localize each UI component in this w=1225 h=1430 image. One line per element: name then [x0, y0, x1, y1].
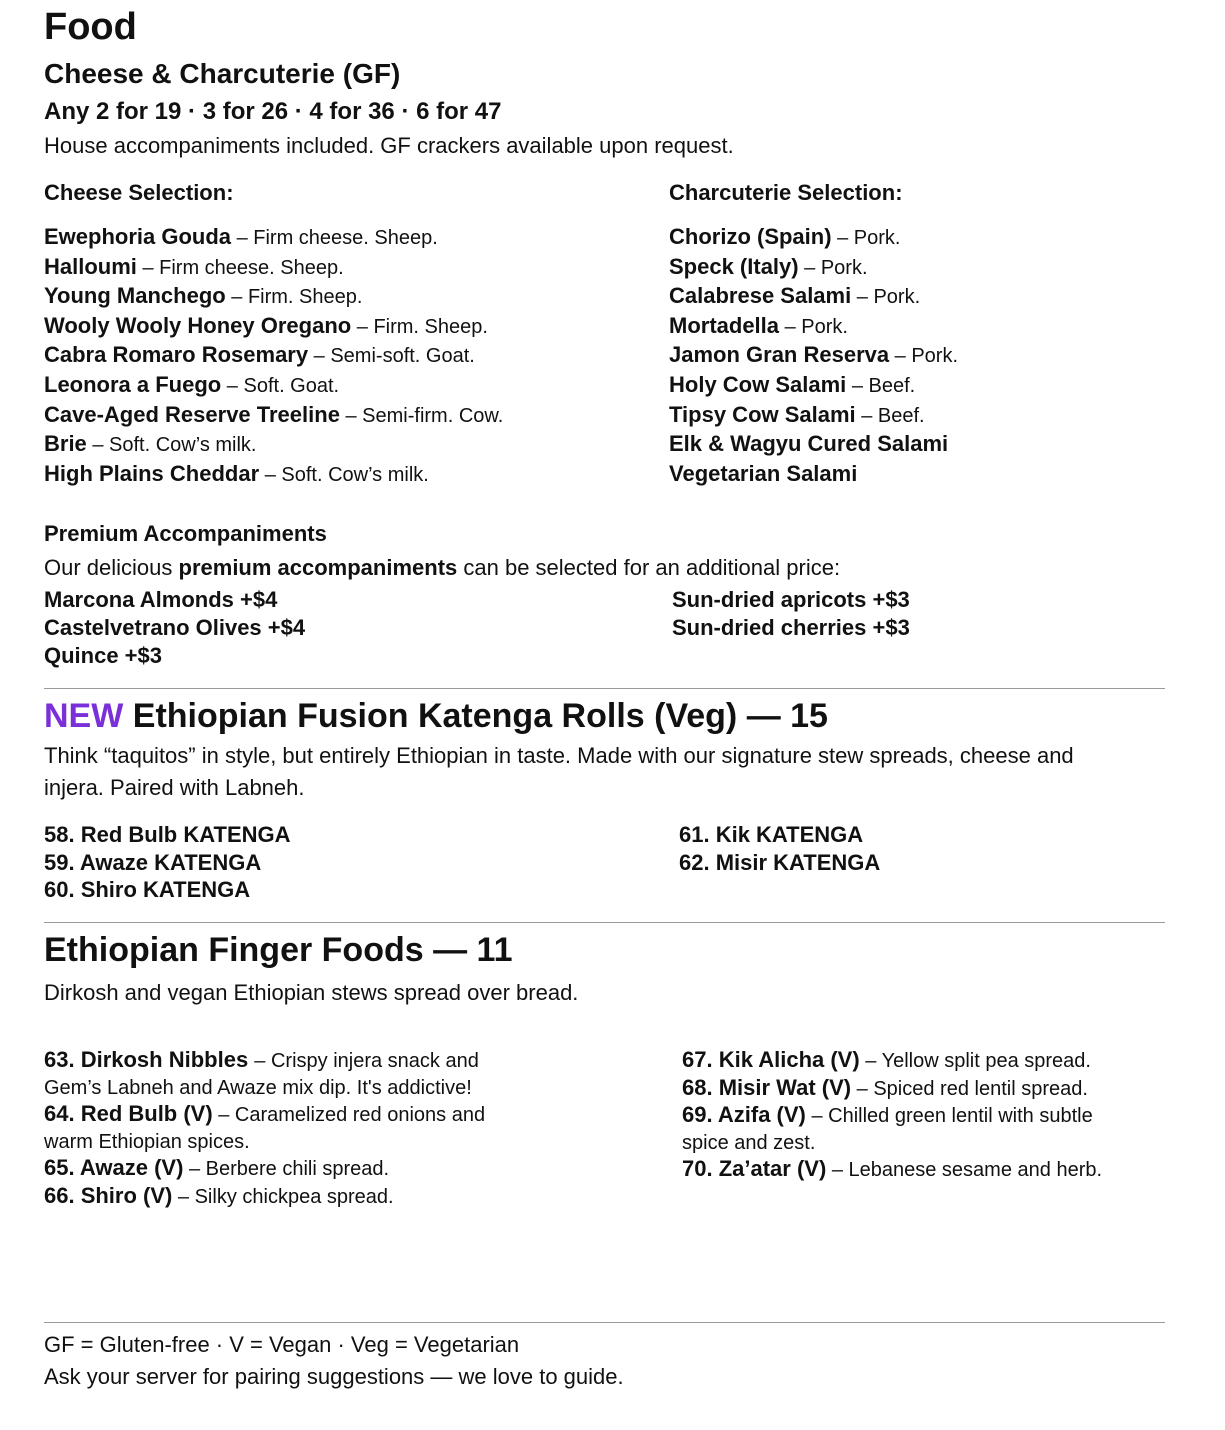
premium-heading: Premium Accompaniments — [44, 521, 327, 546]
list-item: 64. Red Bulb (V) – Caramelized red onions and — [44, 1101, 486, 1126]
list-item: Halloumi – Firm cheese. Sheep. — [44, 253, 344, 279]
list-item: 62. Misir KATENGA — [679, 849, 881, 875]
finger-foods-right — [682, 1047, 1102, 1184]
list-item: Quince +$3 — [44, 643, 163, 668]
divider — [44, 688, 1165, 689]
list-item: Holy Cow Salami – Beef. — [669, 371, 916, 397]
list-item: Elk & Wagyu Cured Salami — [669, 431, 949, 457]
divider — [44, 1322, 1165, 1323]
premium-list-right — [672, 586, 910, 642]
finger-foods-title: Ethiopian Finger Foods — 11 — [44, 931, 513, 969]
list-item-continued: warm Ethiopian spices. — [44, 1130, 250, 1153]
divider — [44, 922, 1165, 923]
finger-foods-desc: Dirkosh and vegan Ethiopian stews spread over bread. — [44, 980, 579, 1005]
list-item: Young Manchego – Firm. Sheep. — [44, 283, 363, 309]
katenga-desc-line2: injera. Paired with Labneh. — [44, 775, 305, 800]
katenga-list-right — [679, 821, 880, 876]
list-item: Cabra Romaro Rosemary – Semi-soft. Goat. — [44, 342, 475, 368]
list-item: Mortadella – Pork. — [669, 312, 848, 338]
charcuterie-heading: Cheese & Charcuterie (GF) — [44, 58, 401, 89]
new-badge: NEW — [44, 697, 124, 735]
list-item: 68. Misir Wat (V) – Spiced red lentil spread. — [682, 1074, 1088, 1100]
list-item-continued: spice and zest. — [682, 1131, 816, 1154]
list-item: 58. Red Bulb KATENGA — [44, 822, 291, 847]
list-item: 66. Shiro (V) – Silky chickpea spread. — [44, 1182, 394, 1208]
list-item: High Plains Cheddar – Soft. Cow’s milk. — [44, 460, 429, 486]
footer-legend: GF = Gluten-free · V = Vegan · Veg = Vegetarian — [44, 1332, 520, 1357]
charcuterie-selection-heading: Charcuterie Selection: — [669, 180, 903, 205]
list-item: Calabrese Salami – Pork. — [669, 283, 921, 309]
cheese-selection-heading: Cheese Selection: — [44, 180, 234, 205]
list-item-continued: Gem’s Labneh and Awaze mix dip. It's addictive! — [44, 1076, 472, 1099]
list-item: Sun-dried cherries +$3 — [672, 615, 910, 640]
cheese-list — [44, 223, 503, 489]
list-item: 67. Kik Alicha (V) – Yellow split pea spread. — [682, 1047, 1091, 1072]
list-item: Tipsy Cow Salami – Beef. — [669, 401, 925, 427]
list-item: Sun-dried apricots +$3 — [672, 587, 910, 612]
katenga-desc-line1: Think “taquitos” in style, but entirely Ethiopian in taste. Made with our signature stew spreads, cheese and — [44, 743, 1074, 768]
list-item: Marcona Almonds +$4 — [44, 587, 278, 612]
charcuterie-list — [669, 223, 958, 489]
list-item: Chorizo (Spain) – Pork. — [669, 224, 901, 249]
list-item: Brie – Soft. Cow’s milk. — [44, 431, 257, 457]
list-item: Castelvetrano Olives +$4 — [44, 615, 306, 640]
list-item: 59. Awaze KATENGA — [44, 849, 262, 875]
katenga-list-left — [44, 821, 291, 904]
list-item: 70. Za’atar (V) – Lebanese sesame and herb. — [682, 1156, 1103, 1181]
list-item: Leonora a Fuego – Soft. Goat. — [44, 371, 340, 397]
charcuterie-note: House accompaniments included. GF crackers available upon request. — [44, 133, 734, 158]
list-item: 69. Azifa (V) – Chilled green lentil with subtle — [682, 1102, 1093, 1127]
list-item: 63. Dirkosh Nibbles – Crispy injera snack and — [44, 1047, 479, 1072]
list-item: 61. Kik KATENGA — [679, 822, 864, 847]
list-item: 65. Awaze (V) – Berbere chili spread. — [44, 1155, 390, 1180]
list-item: Speck (Italy) – Pork. — [669, 253, 868, 279]
premium-intro: Our delicious premium accompaniments can be selected for an additional price: — [44, 555, 841, 580]
list-item: 60. Shiro KATENGA — [44, 877, 251, 902]
list-item: Vegetarian Salami — [669, 460, 858, 486]
list-item: Wooly Wooly Honey Oregano – Firm. Sheep. — [44, 312, 488, 338]
premium-list-left — [44, 586, 305, 670]
finger-foods-left — [44, 1047, 485, 1210]
list-item: Cave-Aged Reserve Treeline – Semi-firm. Cow. — [44, 401, 504, 427]
list-item: Ewephoria Gouda – Firm cheese. Sheep. — [44, 224, 438, 249]
page-title: Food — [44, 6, 137, 48]
charcuterie-pricing: Any 2 for 19 · 3 for 26 · 4 for 36 · 6 for 47 — [44, 98, 502, 125]
list-item: Jamon Gran Reserva – Pork. — [669, 342, 959, 368]
footer-note: Ask your server for pairing suggestions — we love to guide. — [44, 1364, 624, 1389]
katenga-title: NEW Ethiopian Fusion Katenga Rolls (Veg) — 15 — [44, 697, 828, 735]
